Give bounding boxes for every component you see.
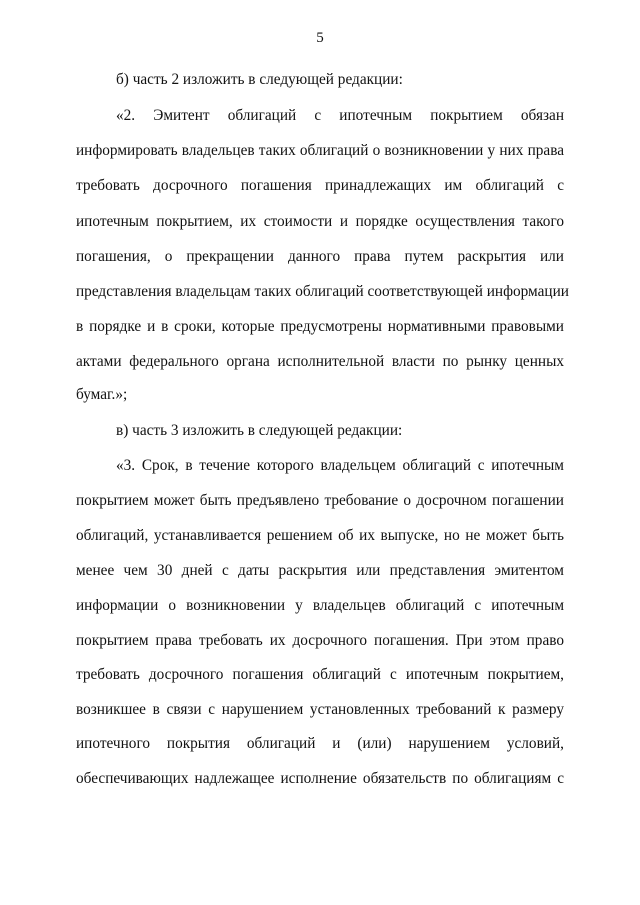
text-line: менее чем 30 дней с даты раскрытия или представления эмитентом	[76, 562, 564, 579]
text-line: ипотечного покрытия облигаций и (или) нарушением условий,	[76, 735, 564, 752]
text-line: в) часть 3 изложить в следующей редакции:	[116, 422, 403, 439]
text-line: «2. Эмитент облигаций с ипотечным покрытием обязан	[116, 107, 564, 124]
text-line: «3. Срок, в течение которого владельцем облигаций с ипотечным	[116, 457, 564, 474]
text-line: ипотечным покрытием, их стоимости и порядке осуществления такого	[76, 213, 564, 230]
text-line: б) часть 2 изложить в следующей редакции:	[116, 71, 403, 88]
text-line: облигаций, устанавливается решением об их выпуске, но не может быть	[76, 527, 564, 544]
text-line: в порядке и в сроки, которые предусмотрены нормативными правовыми	[76, 318, 564, 335]
text-line: требовать досрочного погашения принадлежащих им облигаций с	[76, 177, 564, 194]
text-line: актами федерального органа исполнительной власти по рынку ценных	[76, 353, 564, 370]
text-line: покрытием права требовать их досрочного погашения. При этом право	[76, 632, 564, 649]
text-line: возникшее в связи с нарушением установленных требований к размеру	[76, 701, 564, 718]
text-line: информации о возникновении у владельцев облигаций с ипотечным	[76, 597, 564, 614]
text-line: покрытием может быть предъявлено требование о досрочном погашении	[76, 492, 564, 509]
page-number: 5	[316, 30, 324, 46]
text-line: обеспечивающих надлежащее исполнение обязательств по облигациям с	[76, 770, 564, 787]
text-line: представления владельцам таких облигаций соответствующей информации	[76, 283, 569, 300]
text-line: требовать досрочного погашения облигаций с ипотечным покрытием,	[76, 666, 564, 683]
text-line: бумаг.»;	[76, 386, 128, 403]
text-line: информировать владельцев таких облигаций о возникновении у них права	[76, 142, 564, 159]
text-line: погашения, о прекращении данного права путем раскрытия или	[76, 248, 564, 265]
